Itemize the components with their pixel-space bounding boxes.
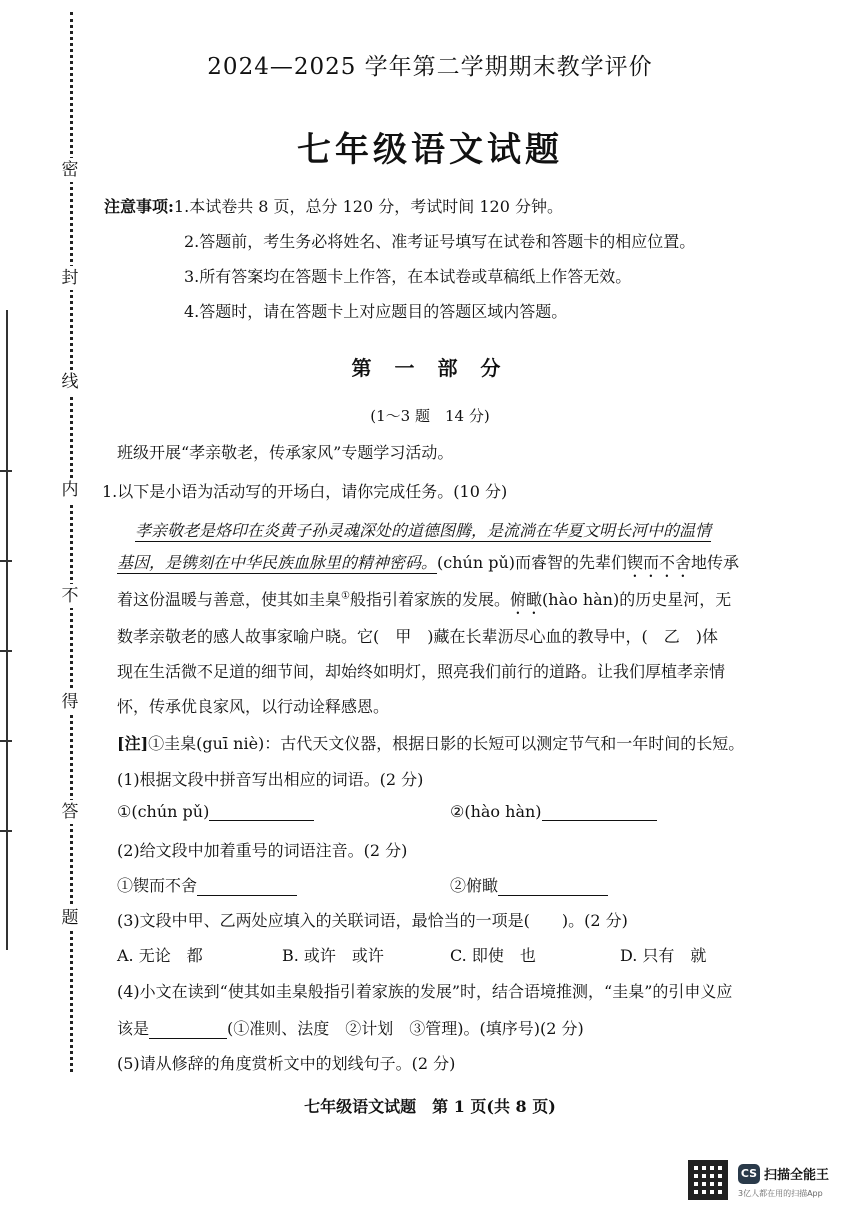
sub2-answer-b [450, 873, 608, 896]
sub2-label-a: ①锲而不舍 [117, 876, 198, 895]
sub1-stem: (1)根据文段中拼音写出相应的词语。(2 分) [117, 770, 424, 789]
sub3-option-b[interactable]: B. 或许 或许 [282, 946, 384, 965]
note-row-4 [104, 299, 695, 334]
margin-word-4: 内 [58, 478, 82, 502]
dotted-word-fukan: 俯瞰 [510, 590, 543, 609]
passage-text: 着这份温暖与善意，使其如圭臬 [117, 590, 342, 609]
sub4-line-2 [117, 1016, 584, 1039]
passage-text: (hào hàn)的历史星河，无 [542, 590, 732, 609]
margin-word-3: 线 [58, 370, 82, 394]
sub4-line-1: (4)小文在读到“使其如圭臬般指引着家族的发展”时，结合语境推测，“圭臬”的引申义应 [117, 982, 733, 1001]
note-item: 2.答题前，考生务必将姓名、准考证号填写在试卷和答题卡的相应位置。 [184, 232, 696, 251]
margin-word-7: 答 [58, 800, 82, 824]
passage-line-1 [135, 518, 711, 541]
sub1-answer-a [117, 802, 314, 821]
sub3-option-a[interactable]: A. 无论 都 [117, 946, 203, 965]
scanner-tagline: 3亿人都在用的扫描App [738, 1189, 823, 1198]
answer-blank[interactable] [197, 877, 297, 896]
notes-label: 注意事项: [104, 197, 174, 216]
passage-text: (chún pǔ)而睿智的先辈们 [437, 553, 628, 572]
sub1-label-a: ①(chún pǔ) [117, 802, 210, 821]
margin-word-8: 题 [58, 906, 82, 930]
sub2-stem: (2)给文段中加着重号的词语注音。(2 分) [117, 841, 408, 860]
note-row-3 [104, 264, 695, 299]
passage-text: 般指引着家族的发展。 [349, 590, 510, 609]
scanner-watermark [688, 1160, 848, 1204]
passage-line-3 [117, 587, 731, 618]
note-row-1 [104, 194, 695, 229]
exam-main-title: 七年级语文试题 [297, 130, 563, 170]
part-title: 第 一 部 分 [351, 356, 509, 380]
exam-notes [104, 194, 695, 334]
qr-code-icon [688, 1160, 728, 1200]
margin-word-2: 封 [58, 266, 82, 290]
dotted-word-qieerbushe: 锲而不舍 [627, 553, 692, 572]
margin-word-6: 得 [58, 690, 82, 714]
scanner-app-name: 扫描全能王 [764, 1168, 830, 1183]
passage-footnote [117, 731, 744, 754]
sub1-answer-b [450, 802, 657, 821]
underlined-sentence-part-2: 基因，是镌刻在中华民族血脉里的精神密码。 [117, 553, 438, 572]
sub5-stem: (5)请从修辞的角度赏析文中的划线句子。(2 分) [117, 1054, 456, 1073]
cut-edge-tick [0, 830, 12, 832]
margin-word-1: 密 [58, 158, 82, 182]
answer-blank[interactable] [209, 802, 314, 821]
passage-text: 地传承 [691, 553, 740, 572]
cut-edge-tick [0, 650, 12, 652]
answer-blank[interactable] [498, 877, 608, 896]
q1-stem: 1.以下是小语为活动写的开场白，请你完成任务。(10 分) [102, 482, 508, 501]
underlined-sentence-part-1: 孝亲敬老是烙印在炎黄子孙灵魂深处的道德图腾，是流淌在华夏文明长河中的温情 [135, 521, 712, 540]
part-range: (1～3 题 14 分) [370, 407, 490, 425]
note-item: 4.答题时，请在答题卡上对应题目的答题区域内答题。 [184, 302, 568, 321]
passage-line-2 [117, 550, 739, 581]
sub4-text: 该是 [117, 1019, 150, 1038]
page-footer: 七年级语文试题 第 1 页(共 8 页) [304, 1097, 556, 1116]
footnote-marker: ① [341, 590, 350, 602]
passage-line-6: 怀，传承优良家风，以行动诠释感恩。 [117, 697, 390, 716]
sub2-answer-a [117, 873, 297, 896]
activity-intro: 班级开展“孝亲敬老，传承家风”专题学习活动。 [117, 443, 454, 462]
sub1-label-b: ②(hào hàn) [450, 802, 542, 821]
note-item: 1.本试卷共 8 页，总分 120 分，考试时间 120 分钟。 [173, 197, 563, 216]
exam-year-title: 2024—2025 学年第二学期期末教学评价 [207, 54, 653, 80]
answer-blank[interactable] [542, 802, 657, 821]
passage-line-5: 现在生活微不足道的细节间，却始终如明灯，照亮我们前行的道路。让我们厚植孝亲情 [117, 662, 726, 681]
passage-line-4: 数孝亲敬老的感人故事家喻户晓。它( 甲 )藏在长辈沥尽心血的教导中，( 乙 )体 [117, 627, 718, 646]
cut-edge-tick [0, 740, 12, 742]
answer-blank[interactable] [149, 1020, 227, 1039]
sub3-option-c[interactable]: C. 即使 也 [450, 946, 536, 965]
note-item: 3.所有答案均在答题卡上作答，在本试卷或草稿纸上作答无效。 [184, 267, 632, 286]
sub3-stem: (3)文段中甲、乙两处应填入的关联词语，最恰当的一项是( )。(2 分) [117, 911, 628, 930]
cut-edge-tick [0, 560, 12, 562]
cut-edge-tick [0, 470, 12, 472]
sub3-option-d[interactable]: D. 只有 就 [620, 946, 707, 965]
margin-word-5: 不 [58, 584, 82, 608]
sub2-label-b: ②俯瞰 [450, 876, 499, 895]
sub4-text: (①准则、法度 ②计划 ③管理)。(填序号)(2 分) [227, 1019, 584, 1038]
footnote-text: ①圭臬(guī niè)：古代天文仪器，根据日影的长短可以测定节气和一年时间的长短。 [148, 734, 745, 753]
cs-logo-icon: CS [738, 1164, 760, 1184]
footnote-label: [注] [117, 734, 149, 753]
note-row-2 [104, 229, 695, 264]
